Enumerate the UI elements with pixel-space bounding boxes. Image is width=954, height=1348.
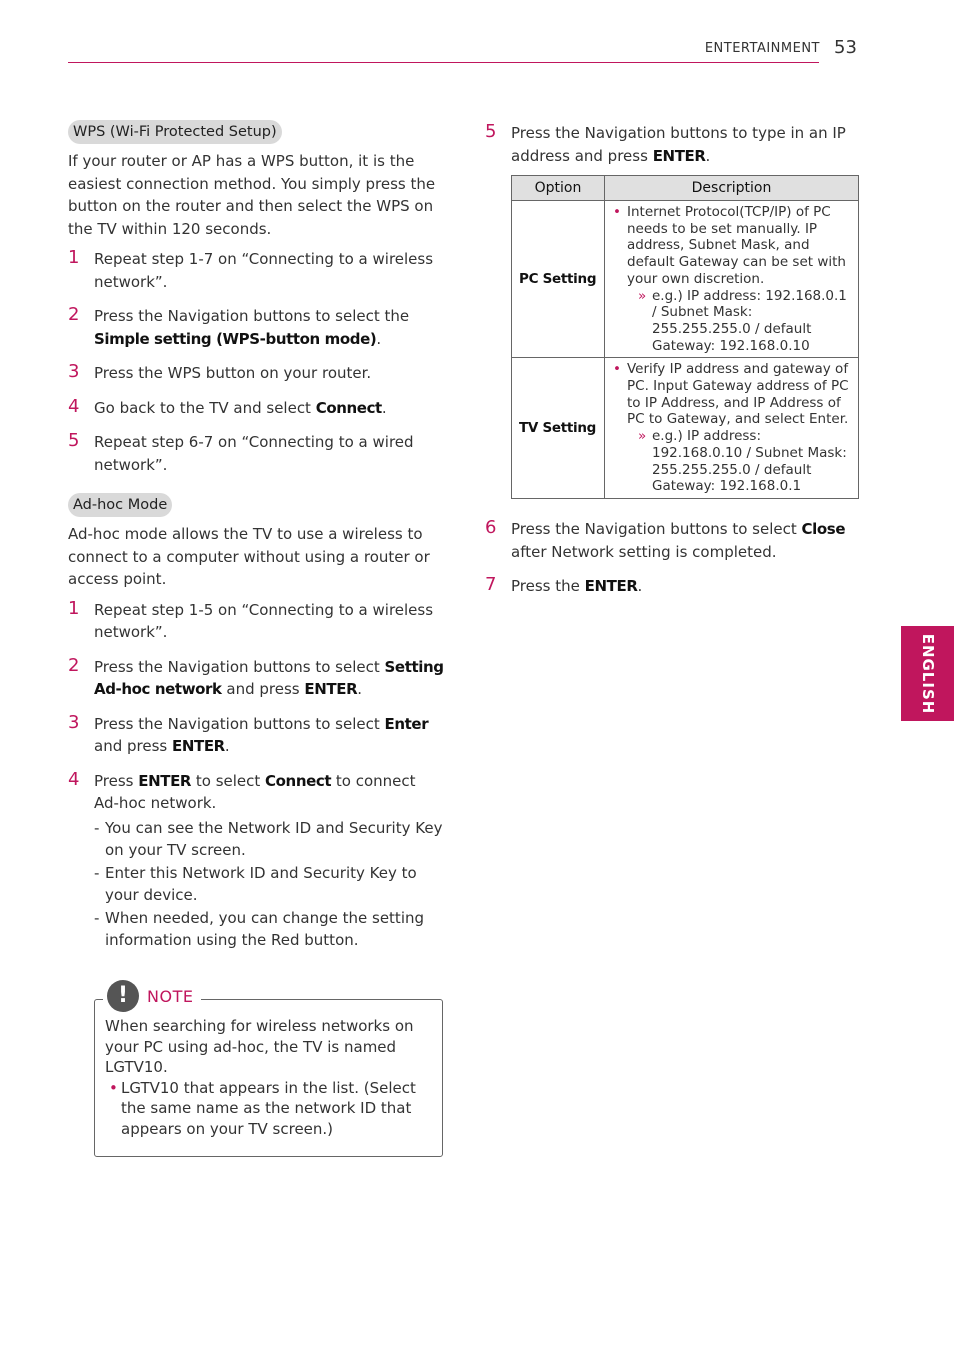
description-text: Internet Protocol(TCP/IP) of PC needs to be set manually. IP address, Subnet Mask, and default Gateway can be set with your own discretion. (627, 204, 846, 287)
step-bold-term: Setting Ad-hoc network (94, 657, 444, 698)
step-text: Press the Navigation buttons to select the (94, 307, 410, 325)
note-bullet-text: LGTV10 that appears in the list. (Select the same name as the network ID that appears on your TV screen.) (121, 1078, 416, 1138)
step-number: 7 (485, 574, 497, 595)
step-bold-term: ENTER (171, 737, 225, 755)
step-6 (485, 518, 859, 563)
example-text: e.g.) IP address: 192.168.0.10 / Subnet Mask: 255.255.255.0 / default Gateway: 192.168.0.1 (652, 428, 847, 495)
bullet-icon: • (109, 1078, 118, 1097)
step-bold-term: ENTER (304, 680, 358, 698)
description-cell (605, 358, 859, 499)
step-bold-term: ENTER (584, 577, 638, 595)
step-text: after Network setting is completed. (511, 542, 777, 561)
language-tab (901, 626, 954, 721)
adhoc-step (68, 599, 444, 644)
left-column (68, 120, 444, 952)
step-text: Press the (511, 577, 585, 595)
example-text: e.g.) IP address: 192.168.0.1 / Subnet Mask: 255.255.255.0 / default Gateway: 192.168.0.10 (652, 287, 847, 354)
description-bullet (611, 204, 854, 288)
wps-section-title: WPS (Wi-Fi Protected Setup) (68, 120, 282, 144)
language-tab-label: ENGLISH (918, 633, 937, 714)
step-bold-term: ENTER (138, 771, 192, 790)
ip-settings-table (511, 175, 859, 499)
exclamation-icon: ! (107, 980, 139, 1012)
step-number: 5 (485, 121, 497, 142)
step-text: Press the Navigation buttons to select (511, 520, 802, 538)
page-number: 53 (834, 37, 857, 58)
adhoc-section-title: Ad-hoc Mode (68, 493, 172, 517)
step-text: . (224, 737, 230, 755)
step-number: 4 (68, 395, 80, 417)
step-bold-term: ENTER (652, 146, 706, 165)
adhoc-step (68, 713, 444, 758)
wps-step (68, 362, 444, 385)
option-cell: TV Setting (512, 358, 605, 499)
step-number: 4 (68, 768, 80, 790)
wps-step (68, 397, 444, 420)
wps-step (68, 305, 444, 350)
sub-item: - You can see the Network ID and Security Key on your TV screen. (94, 817, 444, 862)
step-text: Go back to the TV and select (94, 398, 316, 417)
step-number: 3 (68, 711, 80, 733)
table-header-row (512, 176, 859, 201)
description-text: Verify IP address and gateway of PC. Input Gateway address of PC to IP Address, and IP Address of PC to Gateway, and select Enter. (627, 361, 849, 428)
note-text: When searching for wireless networks on your PC using ad-hoc, the TV is named LGTV10. (105, 1017, 414, 1076)
double-chevron-icon: » (638, 428, 647, 445)
step-text: to connect Ad-hoc network. (94, 771, 416, 812)
adhoc-intro: Ad-hoc mode allows the TV to use a wireless to connect to a computer without using a router or access point. (68, 525, 430, 588)
bullet-icon: • (613, 361, 621, 378)
sub-item: - When needed, you can change the setting information using the Red button. (94, 907, 444, 952)
step-number: 1 (68, 247, 80, 268)
step-text: Press (94, 771, 139, 790)
step-7 (485, 575, 859, 598)
step-bold-term: Connect (315, 398, 382, 417)
note-box (94, 983, 443, 1157)
note-header (103, 980, 201, 1012)
step-number: 2 (68, 654, 80, 676)
step-bold-term: Connect (265, 771, 332, 790)
step-text: Press the Navigation buttons to type in an IP address and press (511, 124, 846, 165)
step-text: and press (94, 737, 172, 755)
step-number: 5 (68, 430, 80, 451)
step-text: . (705, 146, 711, 165)
step-text: to select (191, 771, 266, 790)
step-text: Press the WPS button on your router. (94, 364, 372, 382)
table-row (512, 358, 859, 499)
wps-intro: If your router or AP has a WPS button, it is the easiest connection method. You simply press the button on the router and then select the WPS on the TV within 120 seconds. (68, 152, 436, 238)
step-text: . (357, 680, 363, 698)
right-steps (485, 518, 859, 598)
column-header: Description (605, 176, 859, 201)
wps-step (68, 431, 444, 476)
option-cell: PC Setting (512, 201, 605, 358)
right-column (485, 122, 859, 167)
wps-section (68, 120, 444, 476)
step-number: 6 (485, 517, 497, 538)
step-text: . (381, 398, 387, 417)
step-text: and press (221, 680, 305, 698)
adhoc-step (68, 770, 444, 952)
description-example (611, 428, 854, 495)
step-text: . (637, 577, 643, 595)
step-text: Press the Navigation buttons to select (94, 657, 385, 676)
column-header: Option (512, 176, 605, 201)
note-bullet (105, 1078, 425, 1140)
wps-step (68, 248, 444, 293)
sub-item: - Enter this Network ID and Security Key to your device. (94, 862, 444, 907)
description-example (611, 288, 854, 355)
step-text: . (376, 329, 382, 348)
description-cell (605, 201, 859, 358)
step-bold-term: Close (801, 520, 846, 538)
adhoc-section (68, 493, 444, 952)
bullet-icon: • (613, 204, 621, 220)
step-bold-term: Enter (384, 714, 429, 733)
running-header-section: ENTERTAINMENT (704, 41, 820, 56)
step-5 (485, 122, 859, 167)
step-text: Press the Navigation buttons to select (94, 714, 385, 733)
note-body (105, 1016, 425, 1139)
step-number: 1 (68, 597, 80, 619)
adhoc-steps (68, 599, 444, 952)
description-bullet (611, 361, 854, 428)
step-text: Repeat step 6-7 on “Connecting to a wired network”. (94, 433, 414, 474)
header-rule (68, 62, 819, 63)
step-number: 2 (68, 304, 80, 325)
double-chevron-icon: » (638, 287, 647, 304)
step-text: Repeat step 1-7 on “Connecting to a wireless network”. (94, 250, 434, 291)
note-label: NOTE (147, 986, 194, 1006)
table-row (512, 201, 859, 358)
wps-steps (68, 248, 444, 476)
adhoc-step-subitems (94, 817, 444, 952)
step-bold-term: Simple setting (WPS-button mode) (94, 329, 377, 348)
step-text: Repeat step 1-5 on “Connecting to a wireless network”. (94, 600, 434, 641)
step-number: 3 (68, 361, 80, 382)
adhoc-step (68, 656, 444, 701)
